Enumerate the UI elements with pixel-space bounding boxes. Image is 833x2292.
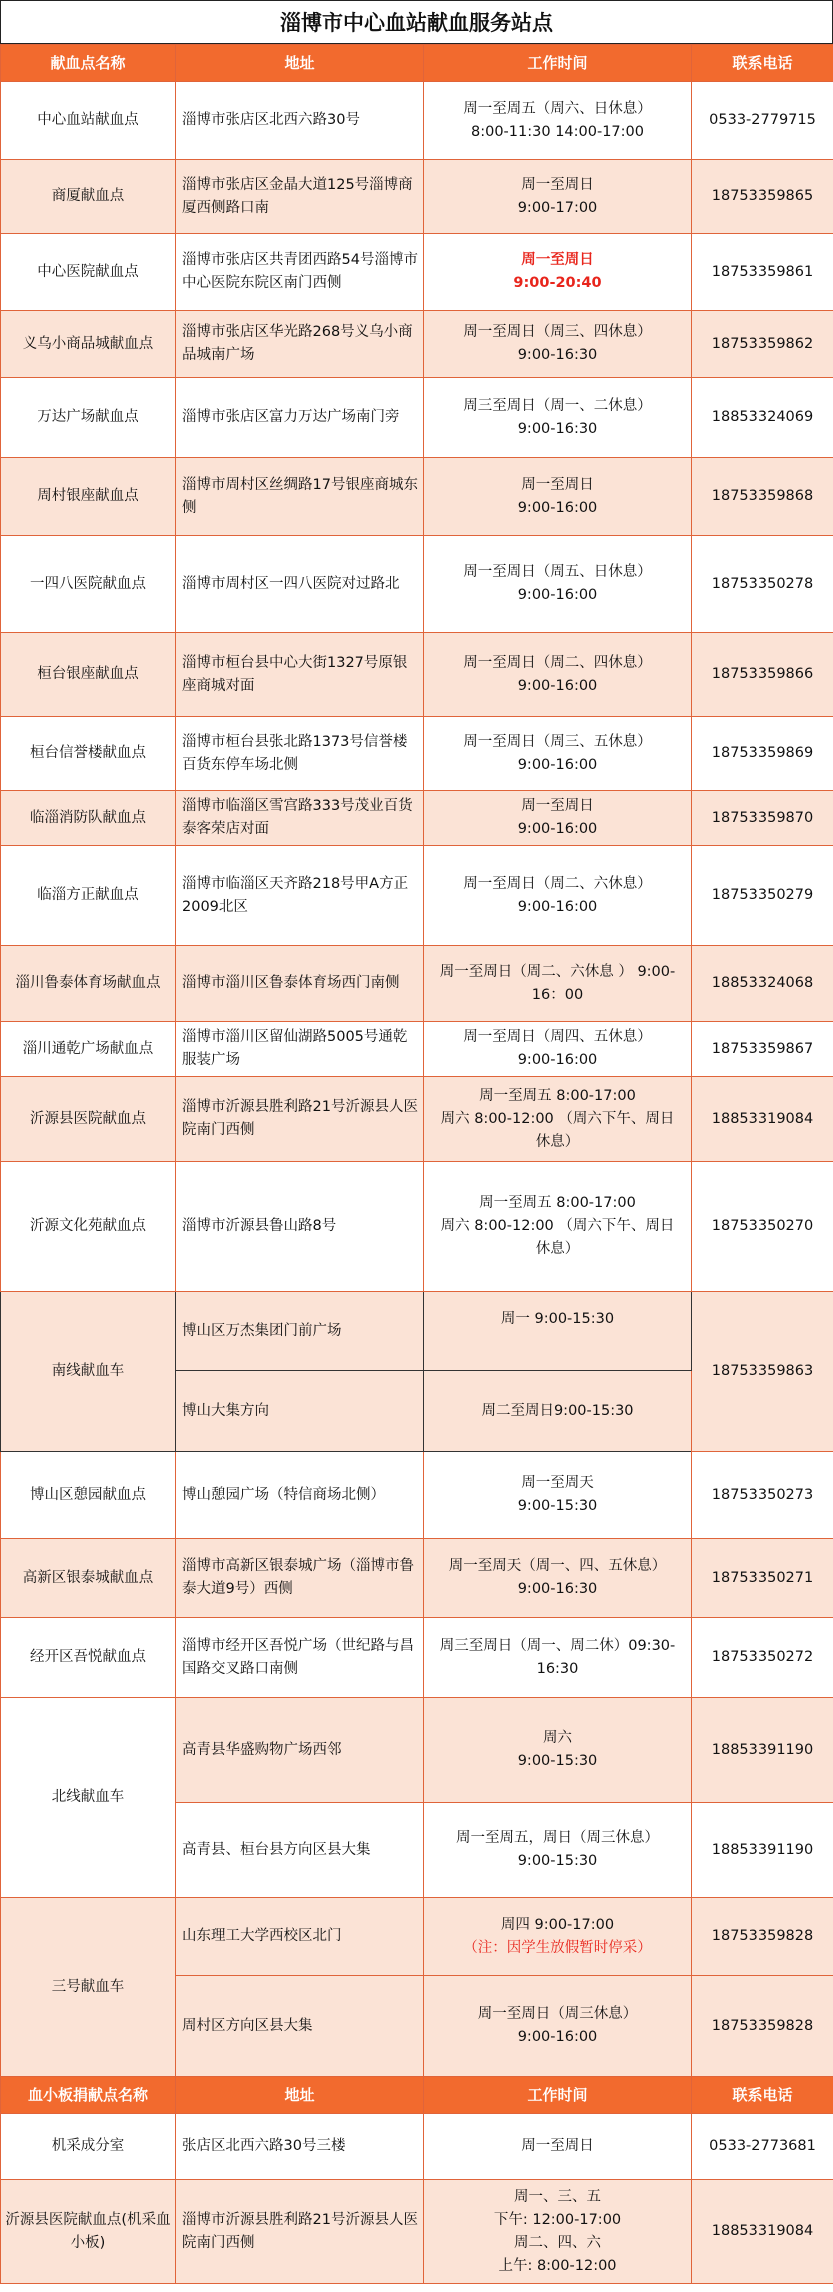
station-address: 淄博市经开区吾悦广场（世纪路与昌国路交叉路口南侧 [176,1618,424,1698]
platelet-header-row [1,2077,833,2114]
page-title: 淄博市中心血站献血服务站点 [0,0,833,44]
station-hours: 周一至周五 8:00-17:00 周六 8:00-12:00 （周六下午、周日 休息） [424,1162,692,1292]
station-address: 淄博市临淄区天齐路218号甲A方正2009北区 [176,846,424,946]
table-row [1,1898,833,1976]
station-address: 周村区方向区县大集 [176,1976,424,2077]
station-address: 博山憩园广场（特信商场北侧） [176,1452,424,1539]
station-hours: 周一至周日（周二、四休息） 9:00-16:00 [424,633,692,717]
station-address: 淄博市张店区北西六路30号 [176,82,424,160]
table-row [1,2114,833,2180]
station-name: 周村银座献血点 [1,458,176,536]
station-address: 淄博市桓台县张北路1373号信誉楼百货东停车场北侧 [176,717,424,791]
station-phone: 18753359868 [692,458,833,536]
station-hours: 周一至周五 8:00-17:00 周六 8:00-12:00 （周六下午、周日 休息） [424,1077,692,1162]
station-hours: 周一 9:00-15:30 [424,1292,692,1371]
station-hours: 周三至周日（周一、二休息） 9:00-16:30 [424,378,692,458]
station-name: 博山区憩园献血点 [1,1452,176,1539]
station-name: 临淄方正献血点 [1,846,176,946]
header-time: 工作时间 [424,2077,692,2114]
station-phone: 18753359862 [692,311,833,378]
station-address: 淄博市周村区丝绸路17号银座商城东侧 [176,458,424,536]
station-address: 淄博市桓台县中心大街1327号原银座商城对面 [176,633,424,717]
station-phone: 18853391190 [692,1698,833,1803]
station-name: 沂源县医院献血点(机采血小板) [1,2180,176,2284]
station-name: 高新区银泰城献血点 [1,1539,176,1618]
station-address: 淄博市高新区银泰城广场（淄博市鲁泰大道9号）西侧 [176,1539,424,1618]
station-hours: 周一、三、五 下午: 12:00-17:00 周二、四、六 上午: 8:00-12:00 [424,2180,692,2284]
station-phone: 18753359869 [692,717,833,791]
table-row [1,234,833,311]
station-phone: 18753359866 [692,633,833,717]
table-row [1,458,833,536]
station-name: 义乌小商品城献血点 [1,311,176,378]
table-row [1,378,833,458]
table-row [1,1162,833,1292]
station-name: 中心血站献血点 [1,82,176,160]
header-addr: 地址 [176,2077,424,2114]
station-hours: 周一至周日 [424,2114,692,2180]
station-address: 张店区北西六路30号三楼 [176,2114,424,2180]
station-name: 机采成分室 [1,2114,176,2180]
station-hours: 周一至周五（周六、日休息） 8:00-11:30 14:00-17:00 [424,82,692,160]
station-hours: 周三至周日（周一、周二休）09:30- 16:30 [424,1618,692,1698]
station-phone: 18753350271 [692,1539,833,1618]
station-phone: 0533-2773681 [692,2114,833,2180]
station-hours: 周一至周天（周一、四、五休息） 9:00-16:30 [424,1539,692,1618]
station-address: 淄博市淄川区留仙湖路5005号通乾服装广场 [176,1022,424,1077]
station-hours: 周一至周日（周五、日休息） 9:00-16:00 [424,536,692,633]
station-phone: 18753350273 [692,1452,833,1539]
station-address: 淄博市张店区金晶大道125号淄博商厦西侧路口南 [176,160,424,234]
station-hours: 周一至周日（周三、四休息） 9:00-16:30 [424,311,692,378]
table-row [1,1618,833,1698]
station-phone: 18753350270 [692,1162,833,1292]
station-name: 临淄消防队献血点 [1,791,176,846]
station-phone: 0533-2779715 [692,82,833,160]
station-hours: 周一至周日（周四、五休息） 9:00-16:00 [424,1022,692,1077]
station-name: 沂源县医院献血点 [1,1077,176,1162]
station-phone: 18853319084 [692,1077,833,1162]
station-hours: 周二至周日9:00-15:30 [424,1371,692,1452]
station-hours: 周一至周日（周二、六休息） 9:00-16:00 [424,846,692,946]
table-row [1,1292,833,1371]
station-hours: 周一至周天 9:00-15:30 [424,1452,692,1539]
station-name: 桓台信誉楼献血点 [1,717,176,791]
station-name: 商厦献血点 [1,160,176,234]
table-row [1,311,833,378]
station-address: 淄博市周村区一四八医院对过路北 [176,536,424,633]
station-hours: 周一至周日（周二、六休息 ） 9:00- 16：00 [424,946,692,1022]
station-address: 高青县、桓台县方向区县大集 [176,1803,424,1898]
station-address: 淄博市沂源县胜利路21号沂源县人医院南门西侧 [176,2180,424,2284]
table-row [1,1022,833,1077]
station-phone: 18753359828 [692,1898,833,1976]
station-phone: 18753350279 [692,846,833,946]
station-name: 淄川通乾广场献血点 [1,1022,176,1077]
station-phone: 18853324069 [692,378,833,458]
north-bus-name: 北线献血车 [1,1698,176,1898]
table-row [1,82,833,160]
station-name: 万达广场献血点 [1,378,176,458]
station-hours: 周一至周日（周三休息） 9:00-16:00 [424,1976,692,2077]
table-row [1,160,833,234]
bus3-name: 三号献血车 [1,1898,176,2077]
header-name: 献血点名称 [1,45,176,82]
header-phone: 联系电话 [692,2077,833,2114]
station-name: 沂源文化苑献血点 [1,1162,176,1292]
table-row [1,717,833,791]
station-hours: 周一至周五，周日（周三休息） 9:00-15:30 [424,1803,692,1898]
station-phone: 18753359828 [692,1976,833,2077]
station-hours: 周一至周日 9:00-17:00 [424,160,692,234]
station-phone: 18753359867 [692,1022,833,1077]
station-name: 经开区吾悦献血点 [1,1618,176,1698]
station-phone: 18753359861 [692,234,833,311]
station-address: 山东理工大学西校区北门 [176,1898,424,1976]
table-row [1,946,833,1022]
station-hours: 周一至周日 9:00-20:40 [424,234,692,311]
station-name: 一四八医院献血点 [1,536,176,633]
station-address: 淄博市沂源县鲁山路8号 [176,1162,424,1292]
south-bus-phone: 18753359863 [692,1292,833,1452]
station-address: 淄博市沂源县胜利路21号沂源县人医院南门西侧 [176,1077,424,1162]
station-address: 淄博市张店区华光路268号义乌小商品城南广场 [176,311,424,378]
table-row [1,1077,833,1162]
station-phone: 18753359870 [692,791,833,846]
station-address: 淄博市张店区富力万达广场南门旁 [176,378,424,458]
station-hours: 周一至周日（周三、五休息） 9:00-16:00 [424,717,692,791]
table-row [1,1539,833,1618]
table-row [1,633,833,717]
station-phone: 18753350272 [692,1618,833,1698]
table-row [1,536,833,633]
table-row [1,846,833,946]
station-hours: 周一至周日 9:00-16:00 [424,458,692,536]
table-row [1,791,833,846]
header-addr: 地址 [176,45,424,82]
station-address: 淄博市临淄区雪宫路333号茂业百货泰客荣店对面 [176,791,424,846]
station-name: 淄川鲁泰体育场献血点 [1,946,176,1022]
south-bus-name: 南线献血车 [1,1292,176,1452]
station-name: 桓台银座献血点 [1,633,176,717]
station-phone: 18853324068 [692,946,833,1022]
table-row [1,2180,833,2284]
station-hours: 周四 9:00-17:00 （注：因学生放假暂时停采） [424,1898,692,1976]
table-row [1,1452,833,1539]
station-address: 淄博市淄川区鲁泰体育场西门南侧 [176,946,424,1022]
station-address: 高青县华盛购物广场西邻 [176,1698,424,1803]
station-phone: 18853391190 [692,1803,833,1898]
header-phone: 联系电话 [692,45,833,82]
table-header-row [1,45,833,82]
station-phone: 18753350278 [692,536,833,633]
table-row [1,1698,833,1803]
station-name: 中心医院献血点 [1,234,176,311]
station-address: 淄博市张店区共青团西路54号淄博市中心医院东院区南门西侧 [176,234,424,311]
suspension-note: （注：因学生放假暂时停采） [463,1939,652,1956]
header-platelet-name: 血小板捐献点名称 [1,2077,176,2114]
station-phone: 18853319084 [692,2180,833,2284]
header-time: 工作时间 [424,45,692,82]
station-address: 博山大集方向 [176,1371,424,1452]
station-hours: 周六 9:00-15:30 [424,1698,692,1803]
station-table [0,44,833,2284]
station-phone: 18753359865 [692,160,833,234]
station-hours: 周一至周日 9:00-16:00 [424,791,692,846]
station-address: 博山区万杰集团门前广场 [176,1292,424,1371]
